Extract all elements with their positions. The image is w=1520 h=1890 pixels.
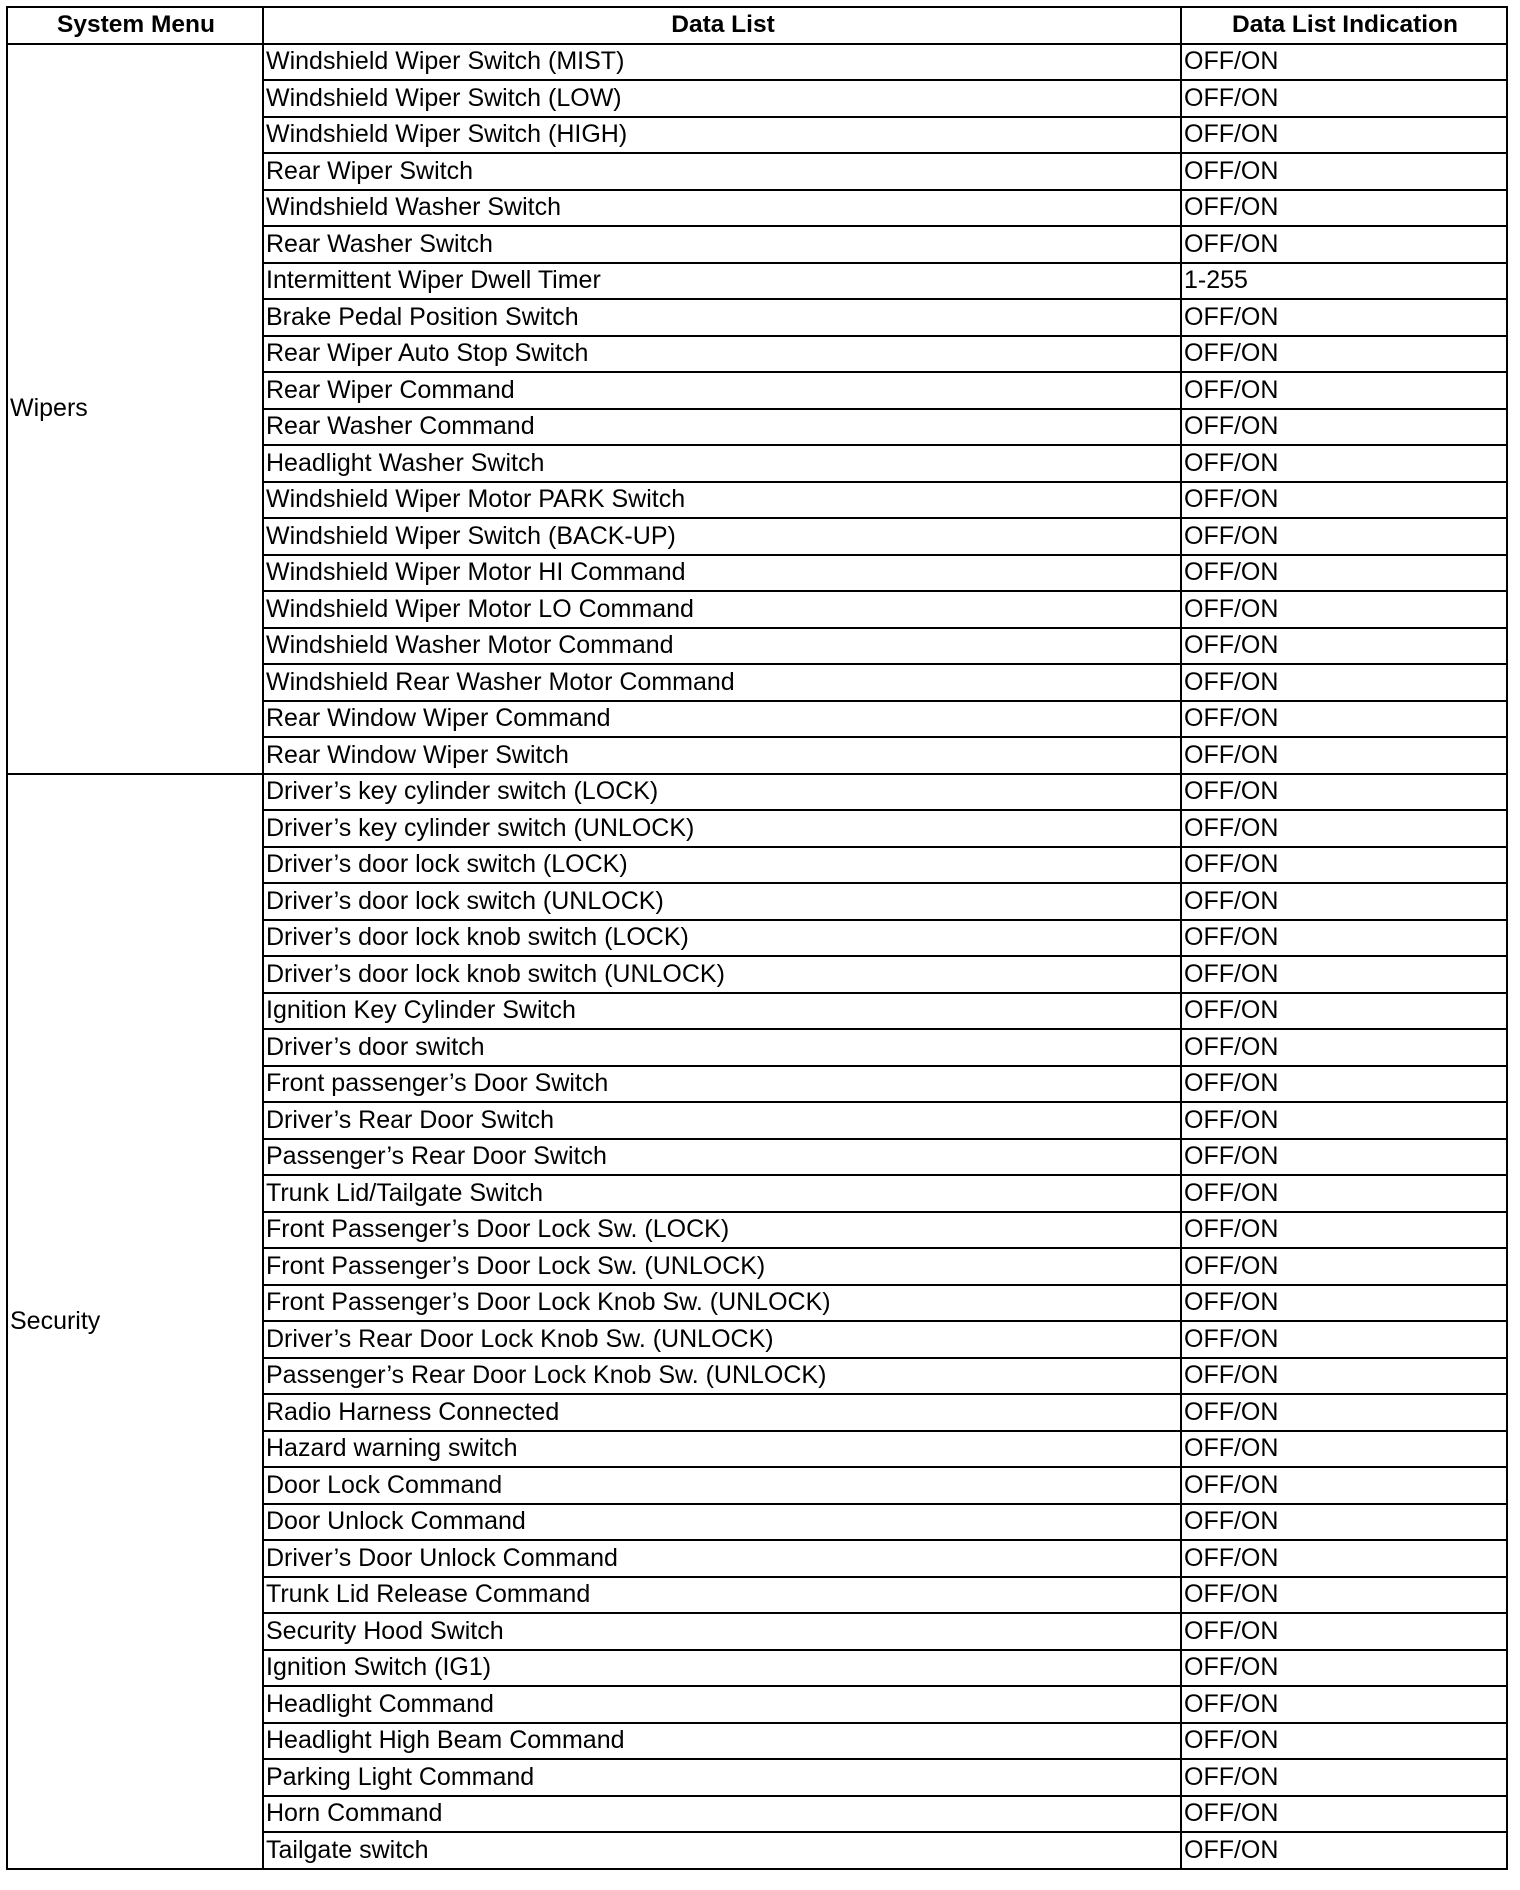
data-list-indication: OFF/ON bbox=[1181, 1102, 1507, 1139]
data-list-indication: OFF/ON bbox=[1181, 1759, 1507, 1796]
data-list-item: Driver’s key cylinder switch (LOCK) bbox=[263, 774, 1181, 811]
data-list-item: Driver’s door lock switch (LOCK) bbox=[263, 847, 1181, 884]
header-data-list-indication: Data List Indication bbox=[1181, 7, 1507, 44]
data-list-indication: OFF/ON bbox=[1181, 445, 1507, 482]
data-list-item: Front passenger’s Door Switch bbox=[263, 1066, 1181, 1103]
data-list-item: Windshield Wiper Switch (LOW) bbox=[263, 80, 1181, 117]
data-list-sheet bbox=[6, 6, 1508, 1870]
data-list-indication: OFF/ON bbox=[1181, 1029, 1507, 1066]
data-list-item: Hazard warning switch bbox=[263, 1431, 1181, 1468]
data-list-item: Passenger’s Rear Door Lock Knob Sw. (UNLOCK) bbox=[263, 1358, 1181, 1395]
data-list-indication: OFF/ON bbox=[1181, 409, 1507, 446]
data-list-indication: OFF/ON bbox=[1181, 1394, 1507, 1431]
data-list-item: Rear Wiper Switch bbox=[263, 153, 1181, 190]
data-list-item: Door Unlock Command bbox=[263, 1504, 1181, 1541]
data-list-item: Windshield Wiper Switch (BACK-UP) bbox=[263, 518, 1181, 555]
data-list-indication: OFF/ON bbox=[1181, 153, 1507, 190]
data-list-indication: OFF/ON bbox=[1181, 1139, 1507, 1176]
system-menu-group-wipers: Wipers bbox=[7, 44, 263, 774]
data-list-item: Driver’s door lock knob switch (LOCK) bbox=[263, 920, 1181, 957]
data-list-item: Rear Window Wiper Switch bbox=[263, 737, 1181, 774]
header-row bbox=[7, 7, 1507, 44]
data-list-indication: OFF/ON bbox=[1181, 1066, 1507, 1103]
data-list-indication: OFF/ON bbox=[1181, 1613, 1507, 1650]
data-list-indication: OFF/ON bbox=[1181, 482, 1507, 519]
data-list-item: Driver’s Door Unlock Command bbox=[263, 1540, 1181, 1577]
data-list-indication: OFF/ON bbox=[1181, 1212, 1507, 1249]
header-system-menu: System Menu bbox=[7, 7, 263, 44]
data-list-item: Door Lock Command bbox=[263, 1467, 1181, 1504]
data-list-item: Windshield Washer Switch bbox=[263, 190, 1181, 227]
data-list-indication: OFF/ON bbox=[1181, 701, 1507, 738]
data-list-indication: 1-255 bbox=[1181, 263, 1507, 300]
data-list-item: Driver’s door switch bbox=[263, 1029, 1181, 1066]
data-list-indication: OFF/ON bbox=[1181, 555, 1507, 592]
data-list-item: Windshield Wiper Motor PARK Switch bbox=[263, 482, 1181, 519]
data-list-indication: OFF/ON bbox=[1181, 810, 1507, 847]
data-list-item: Headlight Washer Switch bbox=[263, 445, 1181, 482]
data-list-item: Intermittent Wiper Dwell Timer bbox=[263, 263, 1181, 300]
data-list-indication: OFF/ON bbox=[1181, 1358, 1507, 1395]
data-list-indication: OFF/ON bbox=[1181, 44, 1507, 81]
data-list-indication: OFF/ON bbox=[1181, 1577, 1507, 1614]
data-list-indication: OFF/ON bbox=[1181, 226, 1507, 263]
data-list-indication: OFF/ON bbox=[1181, 80, 1507, 117]
data-list-indication: OFF/ON bbox=[1181, 1686, 1507, 1723]
data-list-item: Windshield Wiper Motor LO Command bbox=[263, 591, 1181, 628]
data-list-item: Trunk Lid Release Command bbox=[263, 1577, 1181, 1614]
data-list-indication: OFF/ON bbox=[1181, 1467, 1507, 1504]
data-list-indication: OFF/ON bbox=[1181, 883, 1507, 920]
data-list-indication: OFF/ON bbox=[1181, 1431, 1507, 1468]
data-list-item: Headlight Command bbox=[263, 1686, 1181, 1723]
data-list-indication: OFF/ON bbox=[1181, 628, 1507, 665]
data-list-table bbox=[6, 6, 1508, 1870]
data-list-item: Driver’s door lock switch (UNLOCK) bbox=[263, 883, 1181, 920]
data-list-indication: OFF/ON bbox=[1181, 1723, 1507, 1760]
data-list-indication: OFF/ON bbox=[1181, 299, 1507, 336]
data-list-item: Windshield Wiper Motor HI Command bbox=[263, 555, 1181, 592]
data-list-indication: OFF/ON bbox=[1181, 190, 1507, 227]
table-body bbox=[7, 44, 1507, 1869]
data-list-item: Parking Light Command bbox=[263, 1759, 1181, 1796]
data-list-indication: OFF/ON bbox=[1181, 1321, 1507, 1358]
data-list-indication: OFF/ON bbox=[1181, 1832, 1507, 1869]
data-list-item: Rear Washer Switch bbox=[263, 226, 1181, 263]
data-list-indication: OFF/ON bbox=[1181, 1175, 1507, 1212]
data-list-indication: OFF/ON bbox=[1181, 1796, 1507, 1833]
data-list-item: Windshield Wiper Switch (HIGH) bbox=[263, 117, 1181, 154]
data-list-indication: OFF/ON bbox=[1181, 518, 1507, 555]
data-list-item: Headlight High Beam Command bbox=[263, 1723, 1181, 1760]
data-list-indication: OFF/ON bbox=[1181, 1540, 1507, 1577]
data-list-item: Horn Command bbox=[263, 1796, 1181, 1833]
data-list-indication: OFF/ON bbox=[1181, 993, 1507, 1030]
data-list-item: Driver’s key cylinder switch (UNLOCK) bbox=[263, 810, 1181, 847]
data-list-indication: OFF/ON bbox=[1181, 774, 1507, 811]
data-list-item: Ignition Key Cylinder Switch bbox=[263, 993, 1181, 1030]
data-list-item: Ignition Switch (IG1) bbox=[263, 1650, 1181, 1687]
data-list-item: Security Hood Switch bbox=[263, 1613, 1181, 1650]
data-list-item: Windshield Rear Washer Motor Command bbox=[263, 664, 1181, 701]
table-row bbox=[7, 44, 1507, 81]
table-row bbox=[7, 774, 1507, 811]
data-list-indication: OFF/ON bbox=[1181, 737, 1507, 774]
data-list-item: Front Passenger’s Door Lock Knob Sw. (UNLOCK) bbox=[263, 1285, 1181, 1322]
data-list-item: Windshield Wiper Switch (MIST) bbox=[263, 44, 1181, 81]
data-list-indication: OFF/ON bbox=[1181, 1285, 1507, 1322]
data-list-indication: OFF/ON bbox=[1181, 920, 1507, 957]
data-list-item: Radio Harness Connected bbox=[263, 1394, 1181, 1431]
system-menu-group-security: Security bbox=[7, 774, 263, 1869]
data-list-indication: OFF/ON bbox=[1181, 336, 1507, 373]
data-list-indication: OFF/ON bbox=[1181, 664, 1507, 701]
data-list-item: Rear Washer Command bbox=[263, 409, 1181, 446]
data-list-indication: OFF/ON bbox=[1181, 117, 1507, 154]
data-list-indication: OFF/ON bbox=[1181, 591, 1507, 628]
data-list-item: Rear Wiper Auto Stop Switch bbox=[263, 336, 1181, 373]
data-list-indication: OFF/ON bbox=[1181, 372, 1507, 409]
data-list-item: Driver’s Rear Door Lock Knob Sw. (UNLOCK) bbox=[263, 1321, 1181, 1358]
data-list-item: Tailgate switch bbox=[263, 1832, 1181, 1869]
data-list-indication: OFF/ON bbox=[1181, 847, 1507, 884]
data-list-indication: OFF/ON bbox=[1181, 1504, 1507, 1541]
data-list-indication: OFF/ON bbox=[1181, 1248, 1507, 1285]
data-list-item: Rear Window Wiper Command bbox=[263, 701, 1181, 738]
data-list-item: Driver’s Rear Door Switch bbox=[263, 1102, 1181, 1139]
data-list-item: Passenger’s Rear Door Switch bbox=[263, 1139, 1181, 1176]
data-list-item: Front Passenger’s Door Lock Sw. (LOCK) bbox=[263, 1212, 1181, 1249]
data-list-item: Rear Wiper Command bbox=[263, 372, 1181, 409]
header-data-list: Data List bbox=[263, 7, 1181, 44]
data-list-item: Trunk Lid/Tailgate Switch bbox=[263, 1175, 1181, 1212]
data-list-indication: OFF/ON bbox=[1181, 956, 1507, 993]
data-list-indication: OFF/ON bbox=[1181, 1650, 1507, 1687]
data-list-item: Windshield Washer Motor Command bbox=[263, 628, 1181, 665]
data-list-item: Front Passenger’s Door Lock Sw. (UNLOCK) bbox=[263, 1248, 1181, 1285]
data-list-item: Driver’s door lock knob switch (UNLOCK) bbox=[263, 956, 1181, 993]
data-list-item: Brake Pedal Position Switch bbox=[263, 299, 1181, 336]
